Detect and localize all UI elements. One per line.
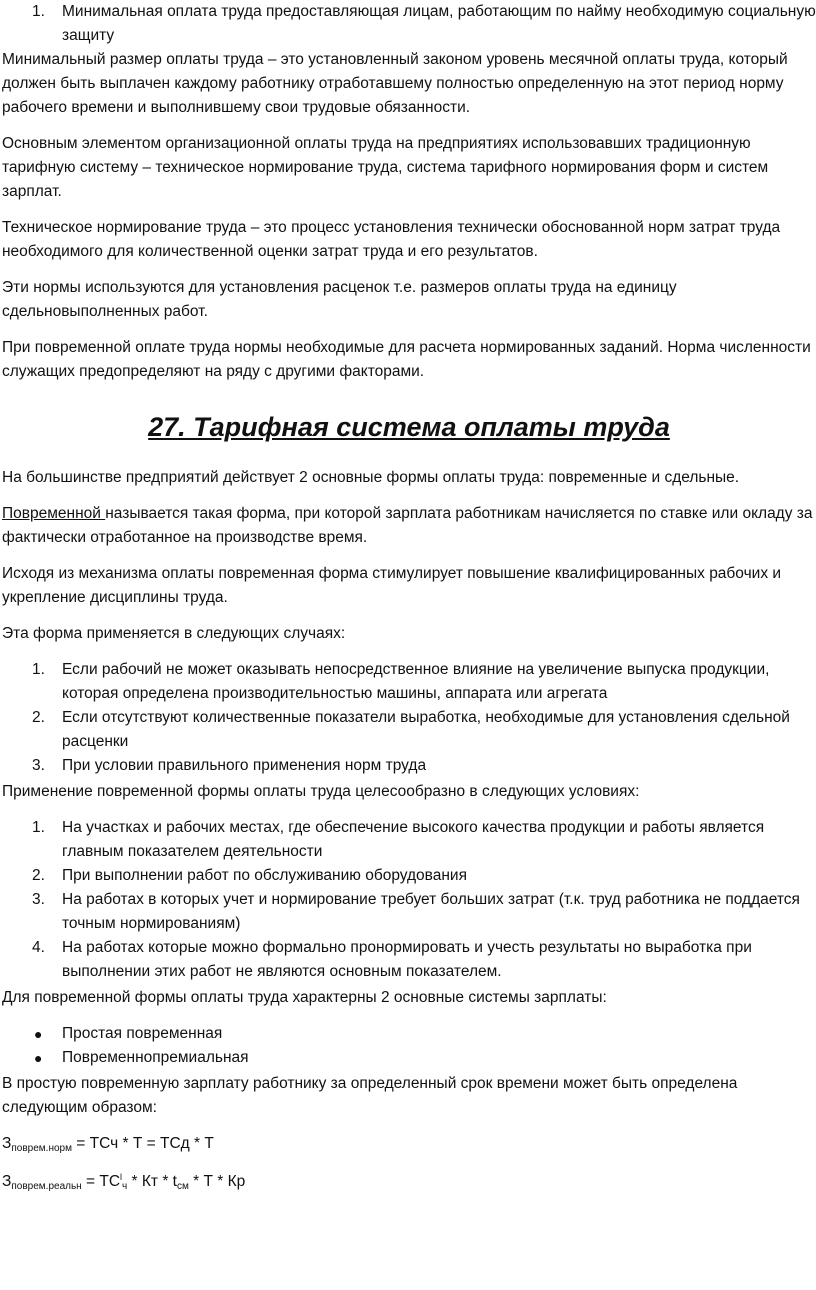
list-number: 1. <box>32 819 45 836</box>
section-heading: 27. Тарифная система оплаты труда <box>148 412 670 442</box>
definition-text: называется такая форма, при которой зарплата работникам начисляется по ставке или окладу за фактически отработанное на производстве время. <box>2 505 813 546</box>
list-item-text: При условии правильного применения норм труда <box>62 757 427 774</box>
formula-subscript: поврем.реальн <box>11 1181 82 1192</box>
paragraph-time-definition <box>2 502 816 550</box>
term-time-based: Повременной <box>2 505 106 522</box>
list-item-text: Повременнопремиальная <box>62 1049 249 1066</box>
formula-part: * Т * Кр <box>188 1173 246 1190</box>
list-item <box>2 658 816 706</box>
formula-part: * Кт * t <box>127 1173 177 1190</box>
systems-list <box>2 1022 816 1070</box>
paragraph-main-element: Основным элементом организационной оплаты труда на предприятиях использовавших традиционную тарифную систему – техническое нормирование труда, система тарифного нормирования форм и систем зарплат. <box>2 135 769 200</box>
paragraph-norms-usage: Эти нормы используются для установления расценок т.е. размеров оплаты труда на единицу сдельновыполненных работ. <box>2 279 677 320</box>
bullet-icon: ● <box>34 1026 43 1042</box>
formula-part: = ТС <box>81 1173 121 1190</box>
paragraph-simple-pay: В простую повременную зарплату работнику за определенный срок времени может быть определена следующим образом: <box>2 1075 738 1116</box>
list-item-text: На участках и рабочих местах, где обеспечение высокого качества продукции и работы является главным показателем деятельности <box>62 819 765 860</box>
list-number: 1. <box>32 3 45 20</box>
formula-symbol: З <box>2 1173 12 1190</box>
formula-subscript: ч <box>122 1181 128 1192</box>
formula-symbol: З <box>2 1135 12 1152</box>
list-item <box>2 754 816 778</box>
list-item-text: На работах которые можно формально пронормировать и учесть результаты но выработка при выполнении этих работ не являются основным показателем. <box>62 939 752 980</box>
formula-rhs: = ТСч * Т = ТСд * Т <box>71 1135 214 1152</box>
paragraph-tech-norming: Техническое нормирование труда – это процесс установления технически обоснованной норм затрат труда необходимого для количественной оценки затрат труда и его результатов. <box>2 219 781 260</box>
list-item <box>2 888 816 936</box>
list-number: 1. <box>32 661 45 678</box>
formula-subscript: см <box>176 1181 189 1192</box>
list-item-text: При выполнении работ по обслуживанию оборудования <box>62 867 467 884</box>
paragraph-pay-forms: На большинстве предприятий действует 2 основные формы оплаты труда: повременные и сдельные. <box>2 469 740 486</box>
list-number: 3. <box>32 757 45 774</box>
list-item-text: На работах в которых учет и нормирование требует больших затрат (т.к. труд работника не поддается точным нормированиям) <box>62 891 800 932</box>
list-number: 4. <box>32 939 45 956</box>
paragraph-time-pay-norms: При повременной оплате труда нормы необходимые для расчета нормированных заданий. Норма численности служащих предопределяют на ряду с другими факторами. <box>2 339 811 380</box>
list-item <box>2 864 816 888</box>
list-number: 2. <box>32 709 45 726</box>
paragraph-cases: Эта форма применяется в следующих случаях: <box>2 625 346 642</box>
cases-list <box>2 658 816 778</box>
bullet-icon: ● <box>34 1050 43 1066</box>
paragraph-systems: Для повременной формы оплаты труда характерны 2 основные системы зарплаты: <box>2 989 607 1006</box>
bullet-item <box>2 1046 816 1070</box>
list-item-text: Если рабочий не может оказывать непосредственное влияние на увеличение выпуска продукции, которая определена производительностью машины, аппарата или агрегата <box>62 661 770 702</box>
conditions-list <box>2 816 816 984</box>
formula-normative <box>2 1132 816 1156</box>
paragraph-mechanism: Исходя из механизма оплаты повременная форма стимулирует повышение квалифицированных рабочих и укрепление дисциплины труда. <box>2 565 782 606</box>
list-item <box>2 706 816 754</box>
list-item-text: Если отсутствуют количественные показатели выработка, необходимые для установления сдельной расценки <box>62 709 790 750</box>
formula-subscript: поврем.норм <box>11 1143 72 1154</box>
list-item <box>2 816 816 864</box>
formula-superscript: l <box>120 1172 123 1182</box>
paragraph-min-wage: Минимальный размер оплаты труда – это установленный законом уровень месячной оплаты труда, который должен быть выплачен каждому работнику отработавшему полностью определенную на этот период норму рабочего времени и выполнившему свои трудовые обязанности. <box>2 51 788 116</box>
paragraph-conditions: Применение повременной формы оплаты труда целесообразно в следующих условиях: <box>2 783 640 800</box>
intro-list-item <box>2 0 816 48</box>
list-item-text: Минимальная оплата труда предоставляющая лицам, работающим по найму необходимую социальную защиту <box>62 3 816 44</box>
formula-real <box>2 1170 816 1194</box>
list-number: 3. <box>32 891 45 908</box>
bullet-item <box>2 1022 816 1046</box>
list-item-text: Простая повременная <box>62 1025 223 1042</box>
list-number: 2. <box>32 867 45 884</box>
list-item <box>2 936 816 984</box>
